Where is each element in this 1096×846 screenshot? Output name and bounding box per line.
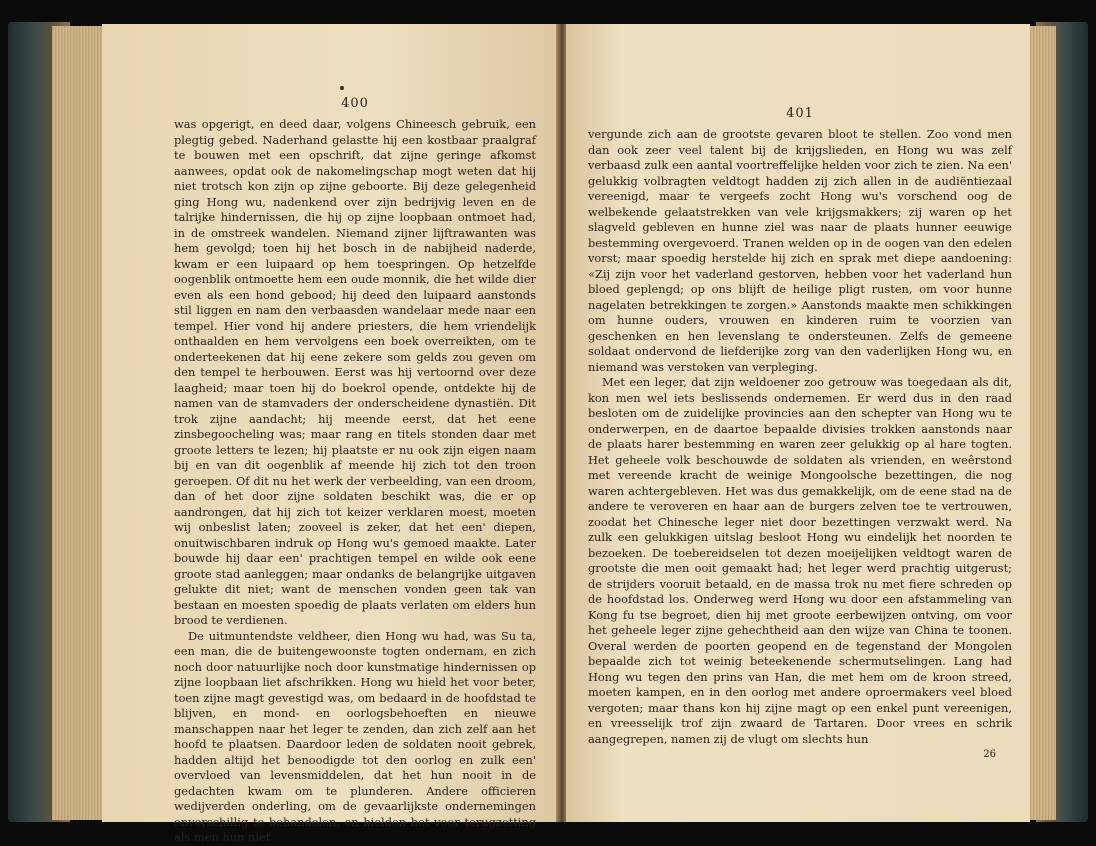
paragraph: vergunde zich aan de grootste gevaren bloot te stellen. Zoo vond men dan ook zeer veel talent bij de krijgslieden, en Hong wu was zelf verbaasd zulk een aantal voortreffelijke helden voor zich te zien. Na een' gelukkig volbragten veldtogt hadden zij zich allen in de audiëntiezaal vereenigd, maar te vergeefs zocht Hong wu's vorschend oog de welbekende gelaatstrekken van vele krijgsmakkers; zij waren op het slagveld gebleven en hunne ziel was naar de plaats hunner eeuwige bestemming overgevoerd. Tranen welden op in de oogen van den edelen vorst; maar spoedig herstelde hij zich en sprak met diepe aandoening: «Zij zijn voor het vaderland gestorven, hebben voor het vaderland hun bloed geplengd; op ons blijft de heilige pligt rusten, om voor hunne nagelaten betrekkingen te zorgen.» Aanstonds maakte men schikkingen om hunne ouders, vrouwen en kinderen ruim te voorzien van geschenken en hen levenslang te ondersteunen. Zelfs de gemeene soldaat ondervond de liefderijke zorg van den vaderlijken Hong wu, en niemand was verstoken van verpleging.: [588, 127, 1012, 374]
page-number-left: 400: [341, 96, 369, 111]
signature-mark: 26: [983, 749, 996, 760]
left-page: [102, 24, 558, 844]
right-page: [566, 24, 1030, 822]
page-edges-right: [1030, 26, 1056, 820]
paragraph: was opgerigt, en deed daar, volgens Chineesch gebruik, een plegtig gebed. Naderhand gelastte hij een kostbaar praalgraf te bouwen met een opschrift, dat zijne geringe afkomst aanwees, opdat ook de nakomelingschap mogt weten dat hij niet trotsch kon zijn op zijne geboorte. Bij deze gelegenheid ging Hong wu, nadenkend over zijn bedrijvig leven en de talrijke hindernissen, die hij op zijne loopbaan ontmoet had, in de omstreek wandelen. Niemand zijner lijftrawanten was hem gevolgd; toen hij het bosch in de nabijheid naderde, kwam er een luipaard op hem toespringen. Op hetzelfde oogenblik ontmoette hem een oude monnik, die het wilde dier even als een hond gebood; hij deed den luipaard aanstonds stil liggen en nam den verbaasden wandelaar mede naar een tempel. Hier vond hij andere priesters, die hem vriendelijk onthaalden en hem vervolgens een boek overreikten, om te onderteekenen dat hij eene zekere som gelds zou geven om den tempel te herbouwen. Eerst was hij vertoornd over deze laagheid; maar toen hij do boekrol opende, ontdekte hij de namen van de stamvaders der onderscheidene dynastiën. Dit trok zijne aandacht; hij meende eerst, dat het eene zinsbegoocheling was; maar rang en titels stonden daar met groote letters te lezen; hij plaatste er nu ook zijn eigen naam bij en van dit oogenblik af meende hij zich tot den troon geroepen. Of dit nu het werk der verbeelding, van een droom, dan of het door zijne soldaten beschikt was, die er op aandrongen, dat hij zich tot keizer verklaren moest, moeten wij onbeslist laten; zooveel is zeker, dat het een' diepen, onuitwischbaren indruk op Hong wu's gemoed maakte. Later bouwde hij daar een' prachtigen tempel en wilde ook eene groote stad aanleggen; maar ondanks de belangrijke uitgaven gelukte dit niet; want de menschen vonden geen tak van bestaan en moesten spoedig de plaats verlaten om elders hun brood te verdienen.: [174, 117, 536, 627]
page-number-right: 401: [786, 106, 814, 121]
ink-spot: [340, 86, 344, 90]
paragraph: Met een leger, dat zijn weldoener zoo getrouw was toegedaan als dit, kon men wel iets beslissends ondernemen. Er werd dus in den raad besloten om de zuidelijke provincies aan den schepter van Hong wu te onderwerpen, en de daartoe bepaalde divisies trokken aanstonds naar de plaats harer bestemming en waren zeer gelukkig op al hare togten. Het geheele volk beschouwde de soldaten als vrienden, en weêrstond met vereende kracht de weinige Mongoolsche bezettingen, die nog waren achtergebleven. Het was dus gemakkelijk, om de eene stad na de andere te veroveren en haar aan de burgers zelven toe te vertrouwen, zoodat het Chinesche leger niet door bezettingen verzwakt werd. Na zulk een gelukkigen uitslag besloot Hong wu eindelijk het noorden te bezoeken. De toebereidselen tot dezen moeijelijken veldtogt waren de grootste die men ooit gemaakt had; het leger werd prachtig uitgerust; de strijders vooruit betaald, en de massa trok nu met fiere schreden op de hoofdstad los. Onderweg werd Hong wu door een afstammeling van Kong fu tse begroet, dien hij met groote eerbewijzen ontving, om voor het geheele leger zijne gehechtheid aan den wijze van China te toonen. Overal werden de poorten geopend en de tegenstand der Mongolen bepaalde zich tot weinig beteekenende schermutselingen. Lang had Hong wu tegen den prins van Han, die met hem om de kroon streed, moeten kampen, en in den oorlog met andere oproermakers veel bloed vergoten; maar thans kon hij zijne magt op een enkel punt vereenigen, en vreesselijk trof zijn zwaard de Tartaren. Door vrees en schrik aangegrepen, namen zij de vlugt om slechts hun: [588, 375, 1012, 746]
left-page-text: [174, 117, 536, 846]
paragraph: De uitmuntendste veldheer, dien Hong wu had, was Su ta, een man, die de buitengewoonste togten ondernam, en zich noch door natuurlijke noch door kunstmatige hindernissen op zijne loopbaan liet afschrikken. Hong wu hield het voor beter, toen zijne magt gevestigd was, om bedaard in de hoofdstad te blijven, en mond- en oorlogsbehoeften en nieuwe manschappen naar het leger te zenden, dan zich zelf aan het hoofd te plaatsen. Daardoor leden de soldaten nooit gebrek, hadden altijd het benoodigde tot den oorlog en zulk een' overvloed van levensmiddelen, dat het hun nooit in de gedachten kwam om te plunderen. Andere officieren wedijverden onderling, om de gevaarlijkste ondernemingen onverschillig te behandelen, en hielden het voor terugzetting als men hun niet: [174, 628, 536, 844]
page-edges-left: [52, 26, 104, 820]
right-page-text: [588, 127, 1012, 747]
